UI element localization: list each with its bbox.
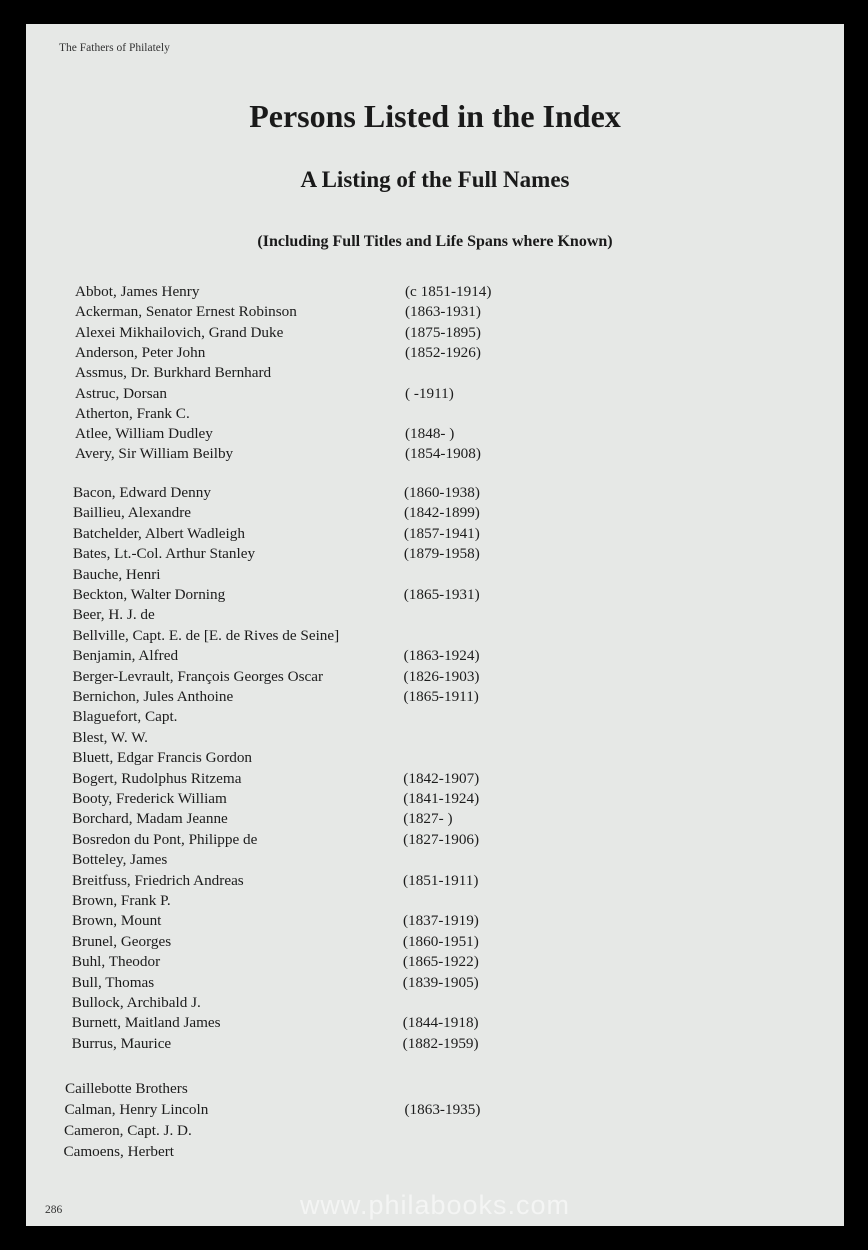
life-span: (1844-1918) [402, 1014, 479, 1032]
person-name: Brown, Frank P. [72, 892, 171, 909]
person-name: Bates, Lt.-Col. Arthur Stanley [72, 545, 256, 563]
life-span: (1863-1935) [404, 1101, 481, 1118]
person-name: Bacon, Edward Denny [73, 484, 211, 501]
book-page [26, 24, 844, 1226]
person-name: Borchard, Madam Jeanne [72, 810, 228, 828]
person-name: Calman, Henry Lincoln [64, 1101, 209, 1118]
life-span: (1851-1911) [403, 871, 479, 889]
listing-note: (Including Full Titles and Life Spans where Known) [257, 233, 613, 250]
person-name: Bogert, Rudolphus Ritzema [72, 769, 242, 787]
person-name: Camoens, Herbert [63, 1143, 174, 1160]
life-span: (1875-1895) [405, 323, 481, 341]
life-span: (1827- ) [403, 810, 453, 828]
life-span: (1863-1931) [405, 303, 481, 321]
person-name: Bull, Thomas [71, 973, 155, 991]
life-span: (1837-1919) [402, 912, 479, 930]
life-span: ( -1911) [405, 384, 454, 402]
life-span: (1839-1905) [402, 973, 479, 991]
person-name: Ackerman, Senator Ernest Robinson [75, 303, 297, 321]
running-head: The Fathers of Philately [59, 42, 170, 54]
person-name: Assmus, Dr. Burkhard Bernhard [75, 364, 272, 382]
life-span: (1860-1938) [404, 484, 480, 501]
life-span: (c 1851-1914) [405, 283, 492, 300]
life-span: (1827-1906) [403, 830, 480, 848]
person-name: Buhl, Theodor [71, 953, 161, 971]
life-span: (1854-1908) [405, 445, 481, 463]
life-span: (1879-1958) [403, 545, 480, 563]
person-name: Blaguefort, Capt. [72, 708, 178, 726]
person-name: Batchelder, Albert Wadleigh [72, 524, 245, 542]
person-name: Caillebotte Brothers [65, 1080, 188, 1097]
page-title: Persons Listed in the Index [249, 98, 621, 134]
life-span: (1865-1931) [403, 586, 480, 603]
life-span: (1852-1926) [405, 343, 481, 361]
watermark: www.philabooks.com [299, 1190, 571, 1220]
person-name: Bellville, Capt. E. de [E. de Rives de Seine] [72, 626, 340, 644]
person-name: Alexei Mikhailovich, Grand Duke [75, 323, 284, 341]
person-name: Berger-Levrault, François Georges Oscar [72, 667, 324, 685]
person-name: Beer, H. J. de [72, 606, 155, 624]
person-name: Avery, Sir William Beilby [75, 445, 234, 463]
life-span: (1863-1924) [403, 647, 480, 665]
life-span: (1842-1899) [403, 504, 480, 522]
life-span: (1882-1959) [402, 1034, 479, 1052]
person-name: Abbot, James Henry [75, 283, 200, 300]
page-number: 286 [45, 1204, 63, 1216]
person-name: Bullock, Archibald J. [71, 994, 201, 1011]
person-name: Atherton, Frank C. [75, 404, 190, 422]
life-span: (1842-1907) [403, 769, 480, 787]
person-name: Atlee, William Dudley [75, 425, 213, 443]
person-name: Bosredon du Pont, Philippe de [72, 830, 258, 848]
person-name: Beckton, Walter Dorning [72, 586, 226, 603]
person-name: Baillieu, Alexandre [72, 504, 192, 522]
life-span: (1865-1922) [402, 953, 479, 971]
person-name: Bernichon, Jules Anthoine [72, 688, 234, 705]
person-name: Burnett, Maitland James [71, 1014, 221, 1032]
person-name: Brunel, Georges [71, 932, 172, 950]
person-name: Benjamin, Alfred [72, 647, 179, 665]
person-name: Bluett, Edgar Francis Gordon [72, 749, 253, 767]
person-name: Bauche, Henri [72, 565, 161, 583]
person-name: Botteley, James [72, 851, 168, 869]
person-name: Cameron, Capt. J. D. [64, 1122, 192, 1139]
person-name: Blest, W. W. [72, 728, 148, 746]
person-name: Anderson, Peter John [75, 343, 206, 361]
life-span: (1826-1903) [403, 667, 480, 685]
life-span: (1841-1924) [403, 790, 480, 807]
life-span: (1865-1911) [403, 688, 479, 705]
person-name: Breitfuss, Friedrich Andreas [72, 871, 244, 889]
person-name: Brown, Mount [71, 912, 162, 930]
page-subtitle: A Listing of the Full Names [300, 167, 570, 192]
person-name: Burrus, Maurice [71, 1034, 172, 1052]
life-span: (1848- ) [405, 425, 455, 443]
life-span: (1857-1941) [403, 524, 480, 542]
life-span: (1860-1951) [402, 932, 479, 950]
person-name: Booty, Frederick William [72, 790, 227, 807]
person-name: Astruc, Dorsan [75, 384, 167, 402]
